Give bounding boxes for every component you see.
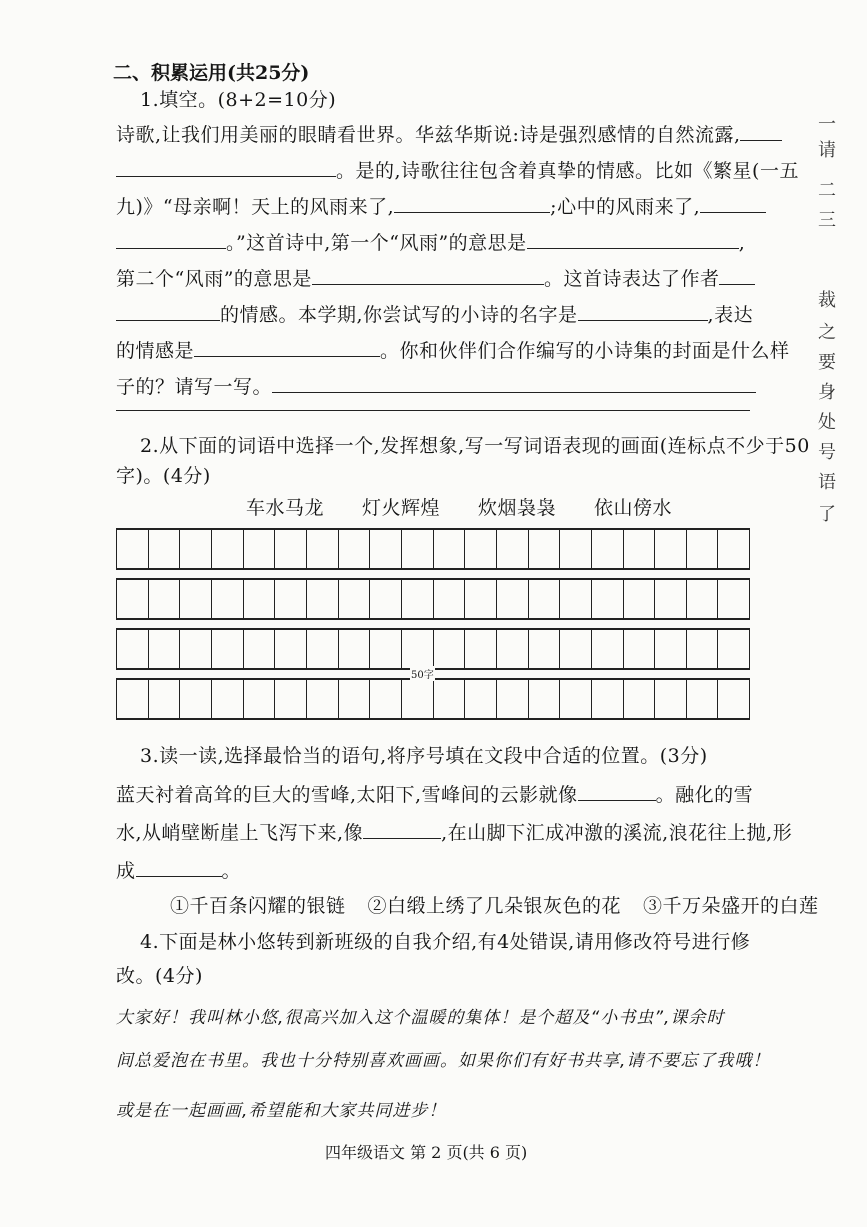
grid-cell[interactable] xyxy=(717,580,750,618)
answer-blank[interactable] xyxy=(700,194,766,213)
q1-text: 第二个“风雨”的意思是 xyxy=(116,268,312,290)
grid-cell[interactable] xyxy=(528,580,560,618)
answer-line[interactable] xyxy=(116,410,750,411)
q1-text: 九)》“母亲啊！天上的风雨来了, xyxy=(116,196,395,218)
grid-cell[interactable] xyxy=(306,630,338,668)
grid-cell[interactable] xyxy=(243,630,275,668)
answer-blank[interactable] xyxy=(527,230,739,249)
grid-cell[interactable] xyxy=(306,680,338,718)
q3-text: ,在山脚下汇成冲激的溪流,浪花往上抛,形 xyxy=(441,822,793,844)
grid-cell[interactable] xyxy=(591,580,623,618)
edge-char: 了 xyxy=(818,504,836,525)
grid-cell[interactable] xyxy=(464,680,496,718)
grid-cell[interactable] xyxy=(401,580,433,618)
grid-cell[interactable] xyxy=(528,530,560,568)
grid-cell[interactable] xyxy=(591,530,623,568)
grid-cell[interactable] xyxy=(148,630,180,668)
grid-cell[interactable] xyxy=(116,530,148,568)
grid-cell[interactable] xyxy=(211,580,243,618)
grid-cell[interactable] xyxy=(274,630,306,668)
grid-cell[interactable] xyxy=(623,630,655,668)
grid-cell[interactable] xyxy=(369,530,401,568)
q1-text: 。是的,诗歌往往包含着真挚的情感。比如《繁星(一五 xyxy=(336,160,799,182)
q3-line-2 xyxy=(116,820,792,845)
grid-cell[interactable] xyxy=(306,580,338,618)
grid-cell[interactable] xyxy=(211,530,243,568)
grid-cell[interactable] xyxy=(243,580,275,618)
answer-blank[interactable] xyxy=(194,338,380,357)
grid-cell[interactable] xyxy=(464,580,496,618)
edge-char: 之 xyxy=(818,322,836,343)
q3-label: 3.读一读,选择最恰当的语句,将序号填在文段中合适的位置。(3分) xyxy=(140,745,708,767)
grid-cell[interactable] xyxy=(591,630,623,668)
grid-cell[interactable] xyxy=(528,680,560,718)
edge-char: 语 xyxy=(818,472,836,493)
q3-text: 水,从峭壁断崖上飞泻下来,像 xyxy=(116,822,364,844)
q2-word-list xyxy=(246,496,672,520)
grid-cell[interactable] xyxy=(654,630,686,668)
q1-text: , xyxy=(738,232,746,254)
q2-label-cont: 字)。(4分) xyxy=(116,465,211,487)
grid-cell[interactable] xyxy=(433,580,465,618)
grid-cell[interactable] xyxy=(116,630,148,668)
q1-line-8 xyxy=(116,374,756,399)
grid-row-3 xyxy=(116,628,750,670)
grid-row-1 xyxy=(116,528,750,570)
grid-cell[interactable] xyxy=(116,680,148,718)
grid-cell[interactable] xyxy=(654,680,686,718)
edge-char: 号 xyxy=(818,442,836,463)
answer-blank[interactable] xyxy=(272,374,756,393)
q1-text: 。你和伙伴们合作编写的小诗集的封面是什么样 xyxy=(380,340,790,362)
answer-blank[interactable] xyxy=(363,820,441,839)
grid-cell[interactable] xyxy=(433,680,465,718)
edge-char: 请 xyxy=(818,140,836,161)
edge-char: 处 xyxy=(818,412,836,433)
grid-cell[interactable] xyxy=(496,680,528,718)
q1-text: ;心中的风雨来了, xyxy=(550,196,701,218)
grid-cell[interactable] xyxy=(717,630,750,668)
q1-text: 的情感。本学期,你尝试写的小诗的名字是 xyxy=(220,304,578,326)
q1-line-2 xyxy=(116,158,799,183)
grid-cell[interactable] xyxy=(623,530,655,568)
q1-text: 子的？请写一写。 xyxy=(116,376,273,398)
section-title: 二、积累运用(共25分) xyxy=(113,62,310,84)
edge-char: 一 xyxy=(818,114,836,135)
grid-cell[interactable] xyxy=(116,580,148,618)
answer-blank[interactable] xyxy=(116,158,336,177)
q4-label-cont: 改。(4分) xyxy=(116,965,203,987)
grid-cell[interactable] xyxy=(179,680,211,718)
grid-row-2 xyxy=(116,578,750,620)
grid-cell[interactable] xyxy=(179,530,211,568)
q3-option: ①千百条闪耀的银链 xyxy=(170,895,346,917)
grid-cell[interactable] xyxy=(148,680,180,718)
answer-blank[interactable] xyxy=(719,266,755,285)
grid-cell[interactable] xyxy=(686,630,718,668)
q1-line-3 xyxy=(116,194,766,219)
grid-cell[interactable] xyxy=(654,530,686,568)
q2-word: 车水马龙 xyxy=(246,497,325,519)
grid-cell[interactable] xyxy=(338,680,370,718)
grid-cell[interactable] xyxy=(686,530,718,568)
grid-cell[interactable] xyxy=(401,630,433,668)
grid-cell[interactable] xyxy=(148,530,180,568)
grid-cell[interactable] xyxy=(338,530,370,568)
grid-cell[interactable] xyxy=(211,630,243,668)
q1-text: ,表达 xyxy=(707,304,754,326)
grid-cell[interactable] xyxy=(496,530,528,568)
q3-text: 。 xyxy=(221,860,242,882)
grid-cell[interactable] xyxy=(306,530,338,568)
answer-blank[interactable] xyxy=(116,302,220,321)
q3-option: ②白缎上绣了几朵银灰色的花 xyxy=(367,895,622,917)
edge-char: 要 xyxy=(818,352,836,373)
edge-char: 二 xyxy=(818,180,836,201)
q1-label: 1.填空。(8+2=10分) xyxy=(140,89,337,111)
grid-cell[interactable] xyxy=(179,630,211,668)
q2-word: 灯火辉煌 xyxy=(362,497,441,519)
q2-word: 炊烟袅袅 xyxy=(478,497,557,519)
grid-cell[interactable] xyxy=(211,680,243,718)
answer-blank[interactable] xyxy=(312,266,544,285)
grid-cell[interactable] xyxy=(464,630,496,668)
grid-cell[interactable] xyxy=(623,580,655,618)
q4-label: 4.下面是林小悠转到新班级的自我介绍,有4处错误,请用修改符号进行修 xyxy=(140,931,751,953)
answer-blank[interactable] xyxy=(578,782,656,801)
q3-line-3 xyxy=(116,858,241,883)
q1-line-1 xyxy=(116,122,782,147)
grid-row-4 xyxy=(116,678,750,720)
answer-blank[interactable] xyxy=(136,858,222,877)
grid-cell[interactable] xyxy=(496,580,528,618)
grid-cell[interactable] xyxy=(243,680,275,718)
q1-text: 诗歌,让我们用美丽的眼睛看世界。华兹华斯说:诗是强烈感情的自然流露, xyxy=(116,124,741,146)
q3-text: 。融化的雪 xyxy=(655,784,754,806)
grid-cell[interactable] xyxy=(338,630,370,668)
grid-cell[interactable] xyxy=(433,630,465,668)
grid-cell[interactable] xyxy=(401,530,433,568)
page-footer: 四年级语文 第 2 页(共 6 页) xyxy=(325,1143,528,1162)
answer-blank[interactable] xyxy=(116,230,226,249)
grid-cell[interactable] xyxy=(243,530,275,568)
grid-cell[interactable] xyxy=(717,530,750,568)
q4-handwritten-line-3: 或是在一起画画,希望能和大家共同进步！ xyxy=(116,1101,447,1121)
grid-cell[interactable] xyxy=(496,630,528,668)
grid-cell[interactable] xyxy=(338,580,370,618)
grid-cell[interactable] xyxy=(654,580,686,618)
answer-blank[interactable] xyxy=(578,302,708,321)
q3-text: 成 xyxy=(116,860,136,882)
q1-line-6 xyxy=(116,302,753,327)
word-count-marker: 50字 xyxy=(410,666,435,681)
edge-char: 身 xyxy=(818,382,836,403)
grid-cell[interactable] xyxy=(559,530,591,568)
grid-cell[interactable] xyxy=(179,580,211,618)
grid-cell[interactable] xyxy=(401,680,433,718)
q3-text: 蓝天衬着高耸的巨大的雪峰,太阳下,雪峰间的云影就像 xyxy=(116,784,578,806)
grid-cell[interactable] xyxy=(274,580,306,618)
edge-char: 三 xyxy=(818,210,836,231)
q3-line-1 xyxy=(116,782,753,807)
grid-cell[interactable] xyxy=(559,630,591,668)
edge-char: 裁 xyxy=(818,290,836,311)
grid-cell[interactable] xyxy=(717,680,750,718)
q4-handwritten-line-2: 间总爱泡在书里。我也十分特别喜欢画画。如果你们有好书共享,请不要忘了我哦！ xyxy=(116,1051,771,1071)
grid-cell[interactable] xyxy=(559,580,591,618)
q3-options xyxy=(170,894,819,918)
grid-cell[interactable] xyxy=(369,680,401,718)
grid-cell[interactable] xyxy=(274,530,306,568)
grid-cell[interactable] xyxy=(369,630,401,668)
q1-text: 。这首诗表达了作者 xyxy=(543,268,720,290)
q1-text: 的情感是 xyxy=(116,340,195,362)
q2-word: 依山傍水 xyxy=(594,497,673,519)
grid-cell[interactable] xyxy=(623,680,655,718)
answer-blank[interactable] xyxy=(394,194,550,213)
q3-option: ③千万朵盛开的白莲 xyxy=(643,895,819,917)
grid-cell[interactable] xyxy=(686,580,718,618)
grid-cell[interactable] xyxy=(528,630,560,668)
q4-handwritten-line-1: 大家好！我叫林小悠,很高兴加入这个温暖的集体！是个超及“小书虫”,课余时 xyxy=(116,1008,725,1028)
grid-cell[interactable] xyxy=(148,580,180,618)
grid-cell[interactable] xyxy=(369,580,401,618)
grid-cell[interactable] xyxy=(433,530,465,568)
grid-cell[interactable] xyxy=(464,530,496,568)
q1-line-7 xyxy=(116,338,790,363)
q1-line-5 xyxy=(116,266,755,291)
q2-label: 2.从下面的词语中选择一个,发挥想象,写一写词语表现的画面(连标点不少于50 xyxy=(140,435,810,457)
q1-line-4 xyxy=(116,230,745,255)
grid-cell[interactable] xyxy=(274,680,306,718)
grid-cell[interactable] xyxy=(591,680,623,718)
answer-blank[interactable] xyxy=(740,122,782,141)
grid-cell[interactable] xyxy=(686,680,718,718)
grid-cell[interactable] xyxy=(559,680,591,718)
q1-text: 。”这首诗中,第一个“风雨”的意思是 xyxy=(226,232,527,254)
